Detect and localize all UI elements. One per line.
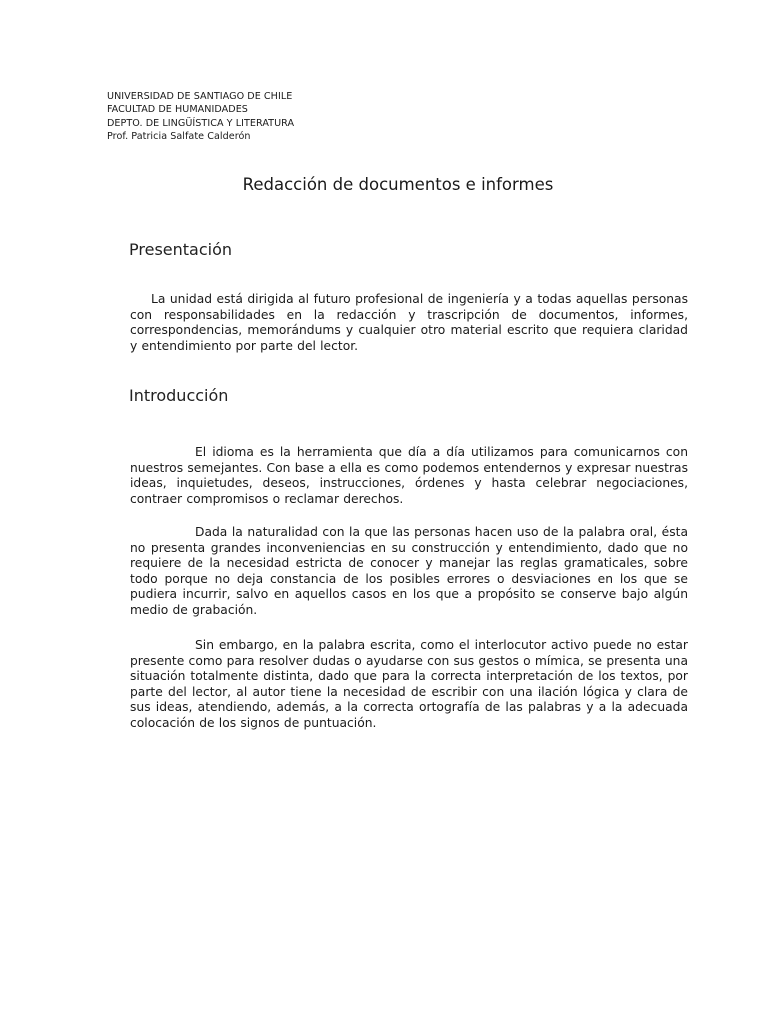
- header-department: DEPTO. DE LINGÜÍSTICA Y LITERATURA: [107, 117, 295, 129]
- introduccion-paragraph-3: Sin embargo, en la palabra escrita, como el interlocutor activo puede no estar presente como para resolver dudas o ayudarse con sus gestos o mímica, se presenta una situación totalmente distinta, dado que para la correcta interpretación de los textos, por parte del lector, al autor tiene la necesidad de escribir con una ilación lógica y clara de sus ideas, atendiendo, además, a la correcta ortografía de las palabras y a la adecuada colocación de los signos de puntuación.: [130, 638, 688, 730]
- header-faculty: FACULTAD DE HUMANIDADES: [107, 104, 248, 116]
- section-heading-introduccion: Introducción: [129, 386, 229, 405]
- section-heading-presentacion: Presentación: [129, 240, 233, 259]
- header-professor: Prof. Patricia Salfate Calderón: [107, 130, 251, 142]
- institution-header: [107, 90, 294, 143]
- header-university: UNIVERSIDAD DE SANTIAGO DE CHILE: [107, 91, 293, 102]
- presentacion-paragraph: La unidad está dirigida al futuro profesional de ingeniería y a todas aquellas personas con responsabilidades en la redacción y trascripción de documentos, informes, correspondencias, memorándums y cualquier otro material escrito que requiera claridad y entendimiento por parte del lector.: [130, 292, 688, 353]
- document-title: Redacción de documentos e informes: [242, 175, 554, 194]
- introduccion-paragraph-1: El idioma es la herramienta que día a día utilizamos para comunicarnos con nuestros semejantes. Con base a ella es como podemos entendernos y expresar nuestras ideas, inquietudes, deseos, instrucciones, órdenes y hasta celebrar negociaciones, contraer compromisos o reclamar derechos.: [130, 445, 688, 506]
- introduccion-paragraph-2: Dada la naturalidad con la que las personas hacen uso de la palabra oral, ésta no presenta grandes inconveniencias en su construcción y entendimiento, dado que no requiere de la necesidad estricta de conocer y manejar las reglas gramaticales, sobre todo porque no deja constancia de los posibles errores o desviaciones en los que se pudiera incurrir, salvo en aquellos casos en los que a propósito se conserve bajo algún medio de grabación.: [130, 525, 688, 617]
